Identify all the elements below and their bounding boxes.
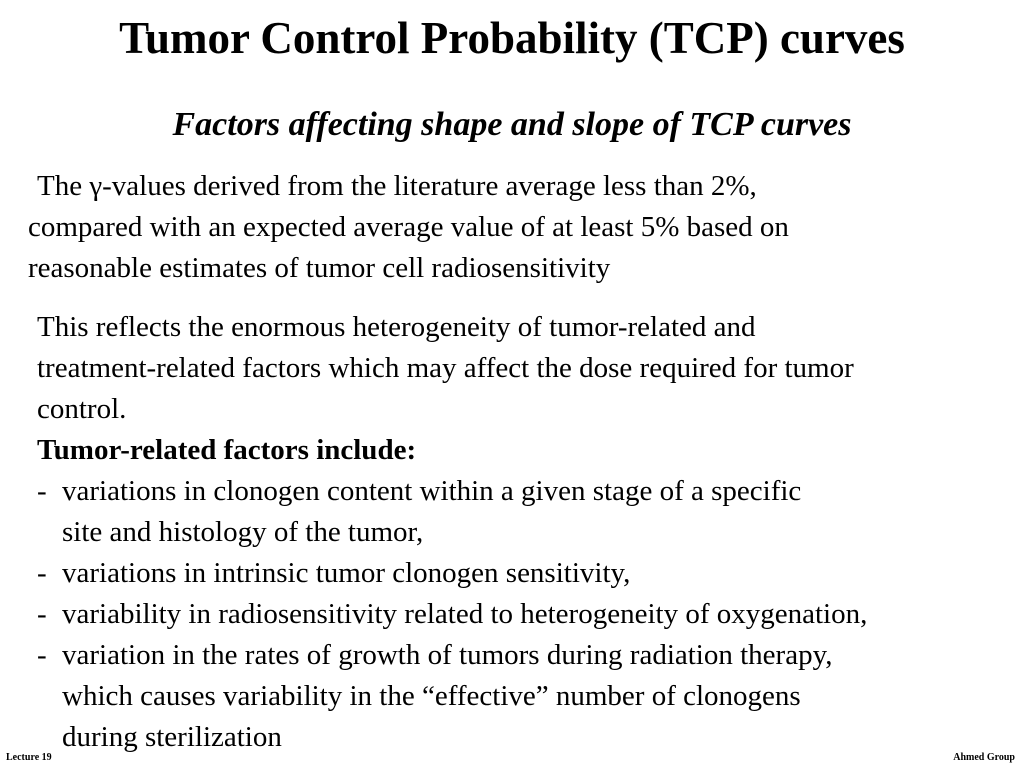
list-item-text: variability in radiosensitivity related to heterogeneity of oxygenation,: [62, 598, 868, 630]
slide-subtitle: Factors affecting shape and slope of TCP curves: [172, 106, 852, 143]
list-item-continuation: site and histology of the tumor,: [62, 516, 424, 548]
list-item-text: variation in the rates of growth of tumors during radiation therapy,: [62, 639, 833, 671]
list-item-text: variations in intrinsic tumor clonogen sensitivity,: [62, 557, 631, 589]
footer-lecture-label: Lecture 19: [6, 752, 52, 763]
list-item-text: variations in clonogen content within a given stage of a specific: [62, 475, 802, 507]
bullet-dash: -: [37, 557, 47, 589]
bullet-dash: -: [37, 475, 47, 507]
list-item: [37, 471, 1022, 553]
slide-title: Tumor Control Probability (TCP) curves: [119, 13, 905, 63]
heterogeneity-line: control.: [37, 393, 127, 425]
tumor-factors-list: [37, 471, 1022, 758]
intro-line: reasonable estimates of tumor cell radiosensitivity: [28, 252, 611, 284]
heterogeneity-line: treatment-related factors which may affect the dose required for tumor: [37, 352, 854, 384]
list-item: [37, 553, 1022, 594]
tumor-factors-heading: Tumor-related factors include:: [37, 434, 417, 466]
list-item: [37, 635, 1022, 758]
bullet-dash: -: [37, 598, 47, 630]
heterogeneity-section: [37, 307, 1022, 758]
intro-paragraph: [28, 166, 1018, 289]
footer-author-label: Ahmed Group: [953, 752, 1015, 763]
intro-line: The γ-values derived from the literature average less than 2%,: [37, 170, 757, 202]
intro-line: compared with an expected average value of at least 5% based on: [28, 211, 789, 243]
list-item-continuation: during sterilization: [62, 721, 282, 753]
heterogeneity-line: This reflects the enormous heterogeneity of tumor-related and: [37, 311, 756, 343]
list-item-continuation: which causes variability in the “effective” number of clonogens: [62, 680, 801, 712]
list-item: [37, 594, 1022, 635]
bullet-dash: -: [37, 639, 47, 671]
